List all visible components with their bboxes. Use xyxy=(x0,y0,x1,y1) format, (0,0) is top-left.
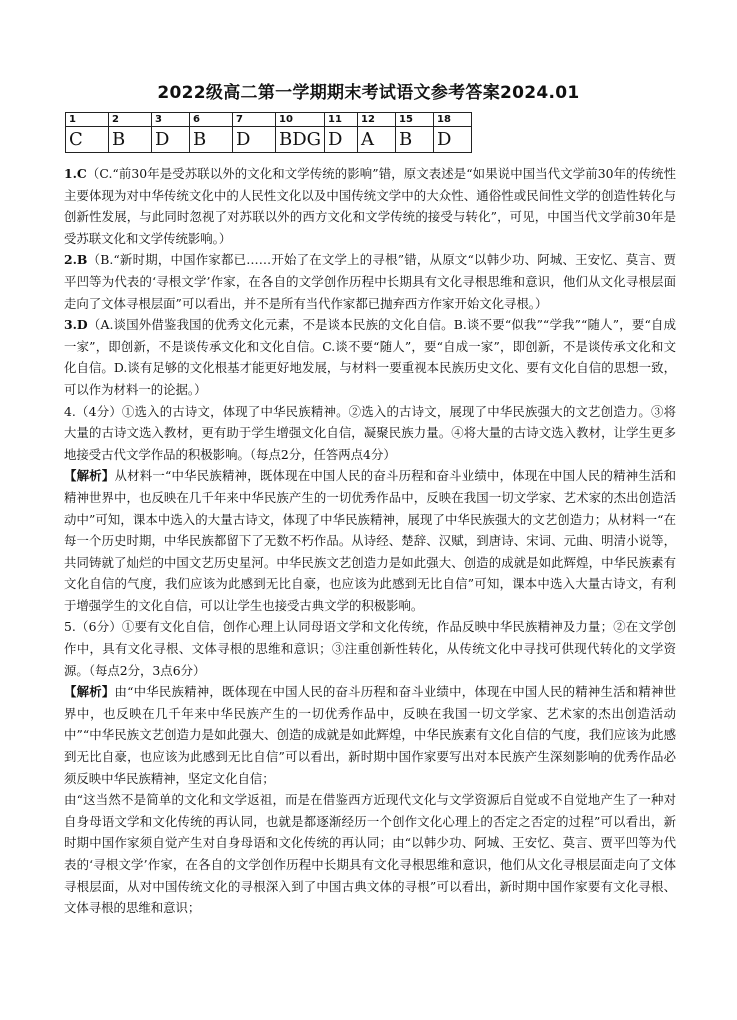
question-number: 10 xyxy=(276,113,325,127)
answer-cell: A xyxy=(358,127,396,153)
page-title: 2022级高二第一学期期末考试语文参考答案2024.01 xyxy=(157,83,580,103)
paragraph-label: 5. xyxy=(64,619,76,635)
answer-table-number-row xyxy=(66,113,472,127)
answer-cell: D xyxy=(152,127,190,153)
answer-paragraph-q3 xyxy=(64,314,676,400)
paragraph-label: 2.B xyxy=(64,252,88,268)
paragraph-text: （B.“新时期，中国作家都已……开始了在文学上的寻根”错，从原文“以韩少功、阿城、王安忆、莫言、贾平凹等为代表的‘寻根文学’作家，在各自的文学创作历程中长期具有文化寻根思维和意识，他们从文化寻根层面走向了文体寻根层面”可以看出，并不是所有当代作家都已抛弃西方作家开始文化寻根。） xyxy=(64,252,676,311)
paragraph-label: 3.D xyxy=(64,317,88,333)
question-number: 3 xyxy=(152,113,190,127)
question-number: 18 xyxy=(434,113,472,127)
answer-cell: C xyxy=(66,127,109,153)
answer-cell: B xyxy=(190,127,233,153)
answer-paragraph-q1 xyxy=(64,163,676,249)
paragraph-label: 4. xyxy=(64,403,76,419)
paragraph-text: （6分）①要有文化自信，创作心理上认同母语文学和文化传统，作品反映中华民族精神及力量；②在文学创作中，具有文化寻根、文体寻根的思维和意识；③注重创新性转化，从传统文化中寻找可供现代转化的文学资源。（每点2分，3点6分） xyxy=(64,619,676,678)
paragraph-text: （A.谈国外借鉴我国的优秀文化元素，不是谈本民族的文化自信。B.谈不要“似我”“学我”“随人”，要“自成一家”，即创新，不是谈传承文化和文化自信。C.谈不要“随人”，要“自成一家”，即创新，不是谈传承文化和文化自信。D.谈有足够的文化根基才能更好地发展，与材料一要重视本民族历史文化、要有文化自信的思想一致，可以作为材料一的论据。） xyxy=(64,317,676,397)
answer-paragraph-q5 xyxy=(64,616,676,681)
answer-paragraph-q4 xyxy=(64,401,676,466)
answer-cell: BDG xyxy=(276,127,325,153)
answer-paragraph-q2 xyxy=(64,249,676,314)
answer-cell: D xyxy=(325,127,358,153)
analysis-paragraph-q4 xyxy=(64,465,676,616)
paragraph-text: 由“中华民族精神，既体现在中国人民的奋斗历程和奋斗业绩中，体现在中国人民的精神生活和精神世界中，也反映在几千年来中华民族产生的一切优秀作品中，反映在我国一切文学家、艺术家的杰出创造活动中”“中华民族文艺创造力是如此强大、创造的成就是如此辉煌，中华民族素有文化自信的气度，我们应该为此感到无比自豪，也应该为此感到无比自信”可以看出，新时期中国作家要写出对本民族产生深刻影响的优秀作品必须反映中华民族精神，坚定文化自信； xyxy=(64,684,677,786)
answer-explanations xyxy=(64,163,676,919)
question-number: 1 xyxy=(66,113,109,127)
question-number: 12 xyxy=(358,113,396,127)
question-number: 2 xyxy=(109,113,152,127)
analysis-paragraph-q5-cont xyxy=(64,789,676,919)
paragraph-text: （4分）①选入的古诗文，体现了中华民族精神。②选入的古诗文，展现了中华民族强大的文艺创造力。③将大量的古诗文选入教材，更有助于学生增强文化自信，凝聚民族力量。④将大量的古诗文选入教材，让学生更多地接受古代文学作品的积极影响。（每点2分，任答两点4分） xyxy=(64,403,676,462)
answer-cell: B xyxy=(109,127,152,153)
question-number: 6 xyxy=(190,113,233,127)
paragraph-text: 从材料一“中华民族精神，既体现在中国人民的奋斗历程和奋斗业绩中，体现在中国人民的精神生活和精神世界中，也反映在几千年来中华民族产生的一切优秀作品中，反映在我国一切文学家、艺术家的杰出创造活动中”可知，课本中选入的大量古诗文，体现了中华民族精神，展现了中华民族强大的文艺创造力；从材料一“在每一个历史时期，中华民族都留下了无数不朽作品。从诗经、楚辞、汉赋，到唐诗、宋词、元曲、明清小说等，共同铸就了灿烂的中国文艺历史星河。中华民族文艺创造力是如此强大、创造的成就是如此辉煌，中华民族素有文化自信的气度，我们应该为此感到无比自豪，也应该为此感到无比自信”可知，课本中选入大量古诗文，有利于增强学生的文化自信，可以让学生也接受古典文学的积极影响。 xyxy=(64,468,677,613)
analysis-label: 【解析】 xyxy=(64,684,115,700)
analysis-label: 【解析】 xyxy=(64,468,115,484)
analysis-paragraph-q5 xyxy=(64,681,676,789)
question-number: 11 xyxy=(325,113,358,127)
paragraph-text: （C.“前30年是受苏联以外的文化和文学传统的影响”错，原文表述是“如果说中国当代文学前30年的传统性主要体现为对中华传统文化中的人民性文化以及中国传统文学中的大众性、通俗性或民间性文学的创造性转化与创新性发展，与此同时忽视了对苏联以外的西方文化和文学传统的接受与转化”，可见，中国当代文学前30年是受苏联文化和文学传统影响。） xyxy=(64,166,676,246)
answer-cell: B xyxy=(396,127,434,153)
question-number: 7 xyxy=(233,113,276,127)
paragraph-text: 由“这当然不是简单的文化和文学返祖，而是在借鉴西方近现代文化与文学资源后自觉或不自觉地产生了一种对自身母语文学和文化传统的再认同，也就是都逐渐经历一个创作文化心理上的否定之否定的过程”可以看出，新时期中国作家须自觉产生对自身母语和文化传统的再认同；由“以韩少功、阿城、王安忆、莫言、贾平凹等为代表的‘寻根文学’作家，在各自的文学创作历程中长期具有文化寻根思维和意识，他们从文化寻根层面走向了文体寻根层面，从对中国传统文化的寻根深入到了中国古典文体的寻根”可以看出，新时期中国作家要有文化寻根、文体寻根的思维和意识； xyxy=(64,792,676,916)
answer-table-answer-row xyxy=(66,127,472,153)
paragraph-label: 1.C xyxy=(64,166,87,181)
answer-cell: D xyxy=(434,127,472,153)
answer-table xyxy=(65,112,472,153)
answer-cell: D xyxy=(233,127,276,153)
question-number: 15 xyxy=(396,113,434,127)
